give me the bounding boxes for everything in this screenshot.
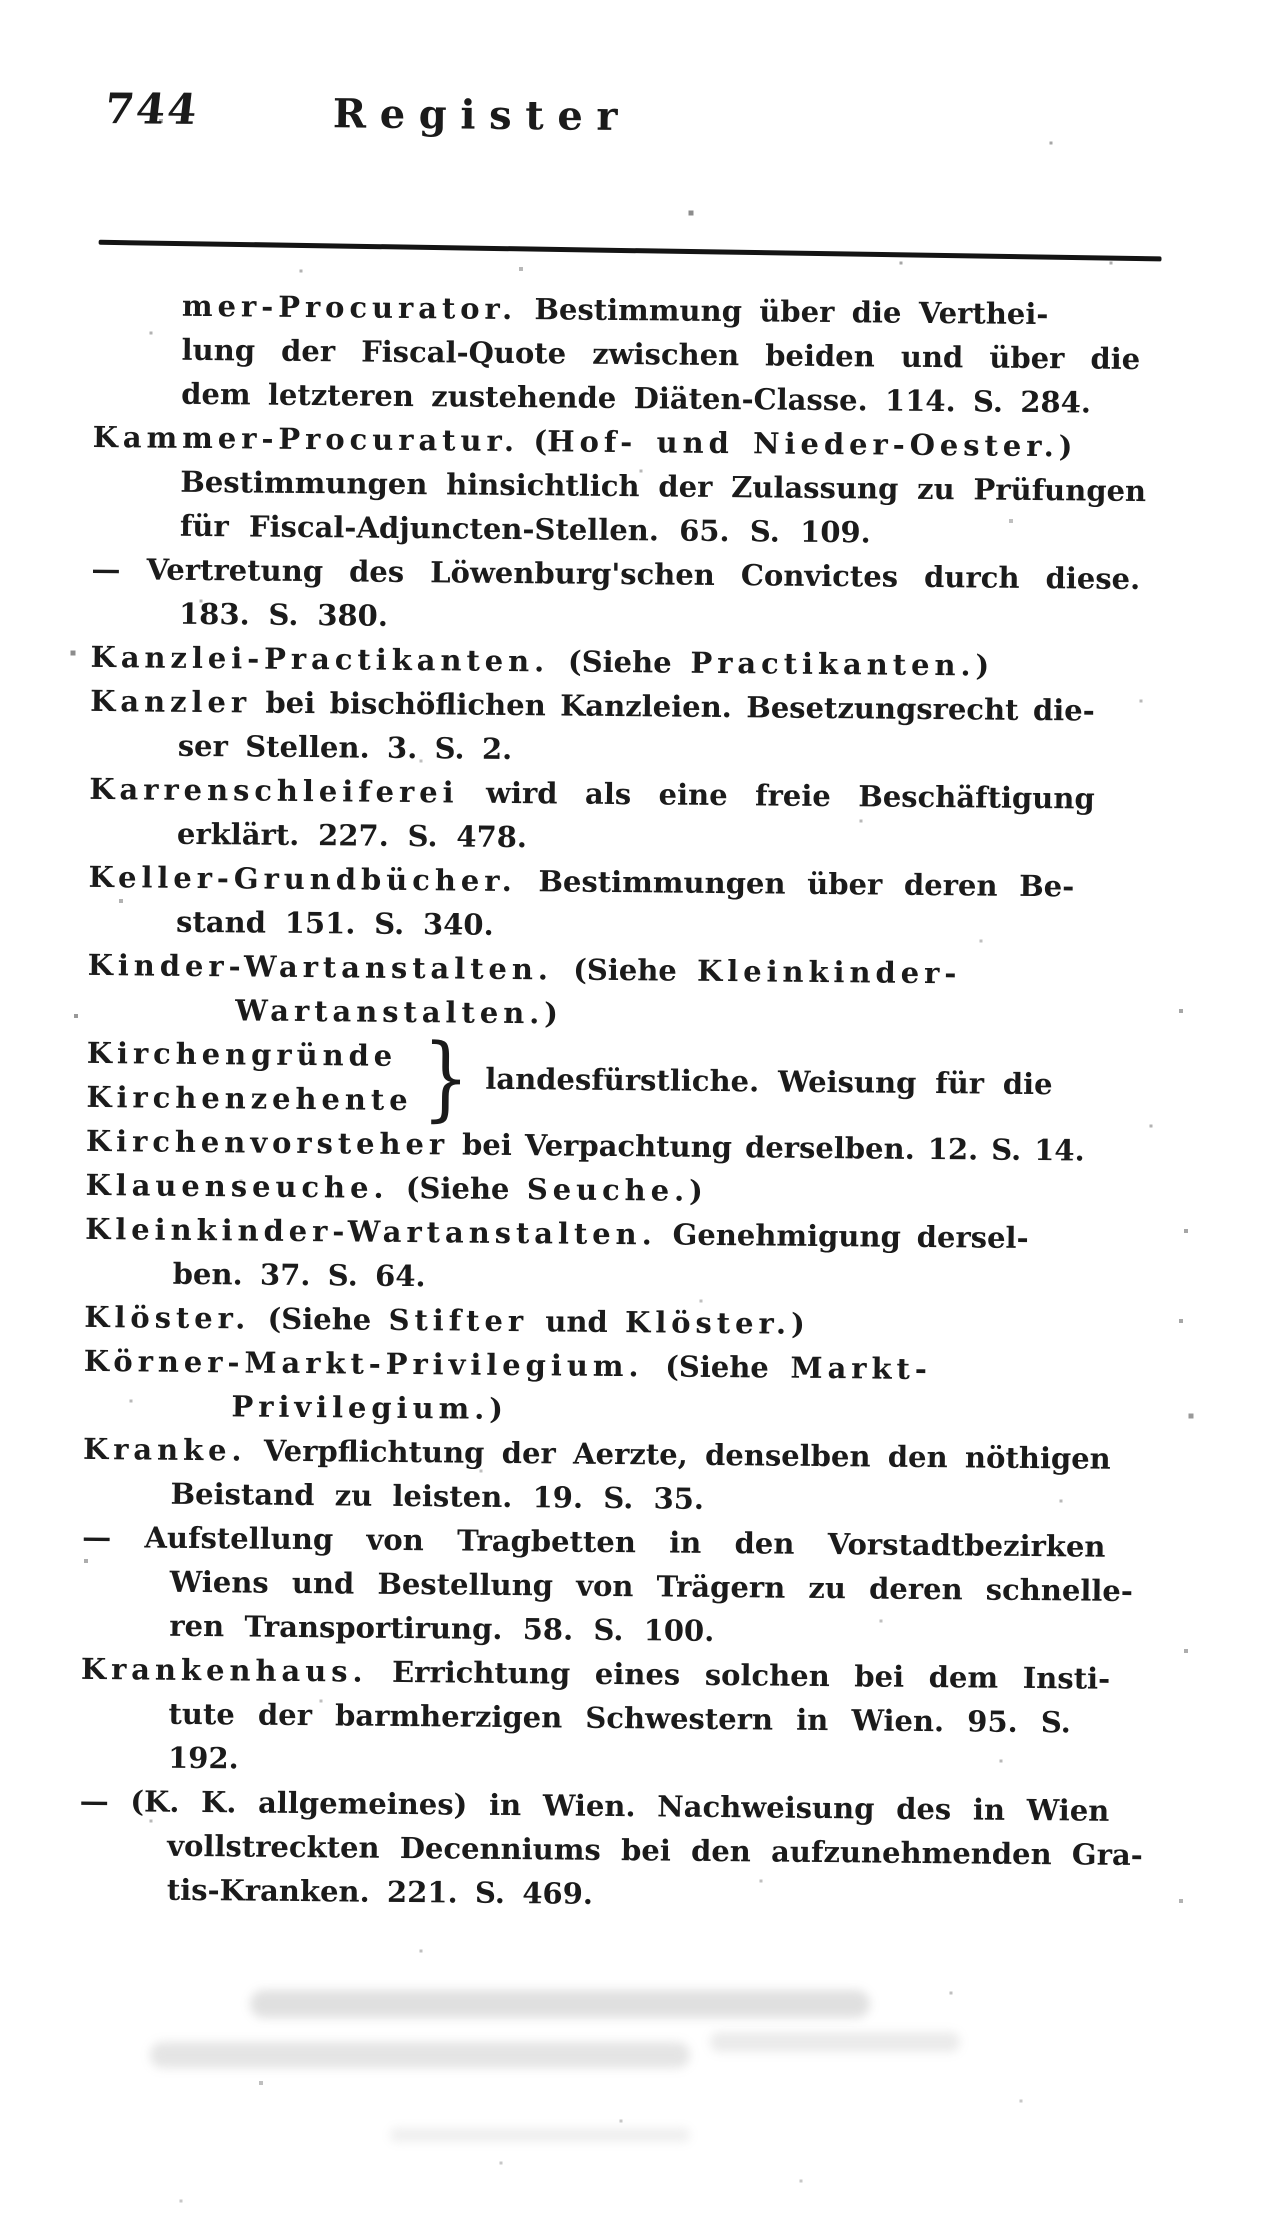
headword: Klöster.)	[624, 1305, 810, 1341]
index-entry	[89, 767, 1170, 865]
index-entry	[87, 943, 1168, 1041]
entry-text: (Siehe	[552, 952, 698, 988]
index-body	[79, 283, 1175, 1921]
page-title: Register	[332, 90, 632, 141]
entry-text: ser Stellen. 3. S. 2.	[177, 728, 513, 766]
entry-text: vollstreckten Decenniums bei den aufzunehmenden Gra-	[167, 1828, 1143, 1873]
index-entry	[79, 1779, 1160, 1921]
headword: Practikanten.)	[690, 645, 995, 683]
entry-text: ben. 37. S. 64.	[172, 1256, 426, 1294]
index-entry	[83, 1339, 1164, 1437]
index-entry	[90, 679, 1171, 777]
headword: Klauenseuche.	[85, 1167, 389, 1205]
ink-smudge	[250, 1990, 870, 2018]
index-entry	[80, 1647, 1161, 1789]
headword: Hof- und Nieder-Oester.	[547, 424, 1059, 464]
headword: Keller-Grundbücher.	[88, 859, 517, 899]
index-entry	[92, 415, 1173, 557]
index-entry	[82, 1427, 1163, 1525]
entry-text: Errichtung eines solchen bei dem Insti-	[367, 1654, 1111, 1696]
headword: Markt-	[790, 1350, 932, 1387]
entry-text: (Siehe	[549, 644, 691, 680]
headword: Kanzler	[90, 683, 252, 720]
entry-text: — Vertretung des Löwenburg'schen Convictes durch diese.	[91, 551, 1141, 597]
entry-text: Bestimmungen über deren Be-	[516, 864, 1075, 904]
entry-text: Bestimmung über die Verthei-	[516, 292, 1049, 332]
ink-smudge	[710, 2032, 960, 2052]
index-entry	[85, 1207, 1166, 1305]
entry-text: Wiens und Bestellung von Trägern zu deren schnelle-	[169, 1564, 1134, 1608]
brace-headwords	[86, 1031, 413, 1122]
ink-smudge	[150, 2042, 690, 2068]
brace-text: landesfürstliche. Weisung für die	[485, 1061, 1053, 1102]
headword: mer-Procurator.	[181, 288, 518, 327]
headword: Seuche.)	[526, 1172, 708, 1208]
entry-text: (	[518, 424, 548, 459]
headword: Kirchenzehente	[86, 1079, 413, 1118]
index-entry-brace	[86, 1024, 1167, 1132]
page-number: 744	[102, 84, 202, 134]
brace-glyph: }	[422, 1024, 471, 1132]
headword: Stifter	[388, 1302, 529, 1339]
headword: Karrenschleiferei	[89, 771, 459, 810]
headword: Kanzlei-Practikanten.	[90, 639, 550, 679]
entry-text: Genehmigung dersel-	[656, 1217, 1029, 1255]
index-entry	[81, 1515, 1162, 1657]
entry-text: Bestimmungen hinsichtlich der Zulassung zu Prüfungen	[180, 464, 1147, 509]
scan-noise	[0, 0, 2, 2]
entry-text: tute der barmherzigen Schwestern in Wien. 95. S.	[168, 1696, 1072, 1740]
headword: Kleinkinder-	[696, 953, 962, 991]
index-entry	[88, 855, 1169, 953]
headword: Kranke.	[82, 1431, 247, 1468]
headword: Kirchengründe	[86, 1035, 398, 1073]
headword: Kinder-Wartanstalten.	[87, 947, 554, 987]
entry-text: Verpflichtung der Aerzte, denselben den nöthigen	[246, 1433, 1111, 1476]
entry-text: wird als eine freie Beschäftigung	[458, 775, 1095, 816]
entry-text: — Aufstellung von Tragbetten in den Vorstadtbezirken	[82, 1519, 1106, 1564]
headword: Kirchenvorsteher	[85, 1123, 450, 1162]
index-entry	[93, 283, 1174, 425]
entry-text: und	[527, 1304, 626, 1340]
header-rule	[99, 240, 1162, 262]
entry-text: für Fiscal-Adjuncten-Stellen. 65. S. 109.	[179, 508, 871, 550]
page-header	[104, 84, 1163, 164]
entry-text: (Siehe	[250, 1301, 389, 1337]
entry-text: — (K. K. allgemeines) in Wien. Nachweisung des in Wien	[79, 1783, 1110, 1828]
headword: Krankenhaus.	[80, 1651, 368, 1689]
headword: Wartanstalten.)	[235, 993, 564, 1031]
entry-text: erklärt. 227. S. 478.	[176, 816, 528, 855]
index-entry	[91, 547, 1172, 645]
entry-text: 183. S. 380.	[178, 596, 389, 633]
entry-text: stand 151. S. 340.	[175, 904, 494, 942]
entry-text: dem letzteren zustehende Diäten-Classe. 114. S. 284.	[181, 376, 1092, 420]
entry-text: (Siehe	[643, 1349, 791, 1385]
entry-text: ren Transportirung. 58. S. 100.	[169, 1608, 715, 1648]
entry-text: (Siehe	[388, 1170, 527, 1207]
entry-text: lung der Fiscal-Quote zwischen beiden und über die	[181, 332, 1141, 376]
headword: Kammer-Procuratur.	[92, 419, 520, 459]
entry-text: Beistand zu leisten. 19. S. 35.	[170, 1476, 705, 1516]
entry-text: tis-Kranken. 221. S. 469.	[166, 1872, 594, 1911]
headword: Kleinkinder-Wartanstalten.	[84, 1211, 657, 1252]
index-entry-line	[86, 1075, 413, 1122]
entry-text: bei Verpachtung derselben. 12. S. 14.	[448, 1127, 1085, 1168]
entry-text: 192.	[167, 1740, 239, 1776]
entry-text: bei bischöflichen Kanzleien. Besetzungsrecht die-	[250, 685, 1095, 728]
ink-smudge	[390, 2128, 690, 2142]
entry-text: )	[1058, 429, 1073, 464]
headword: Klöster.	[84, 1299, 251, 1336]
headword: Privilegium.)	[231, 1389, 509, 1426]
headword: Körner-Markt-Privilegium.	[83, 1343, 644, 1384]
index-entry-line	[87, 1031, 414, 1078]
